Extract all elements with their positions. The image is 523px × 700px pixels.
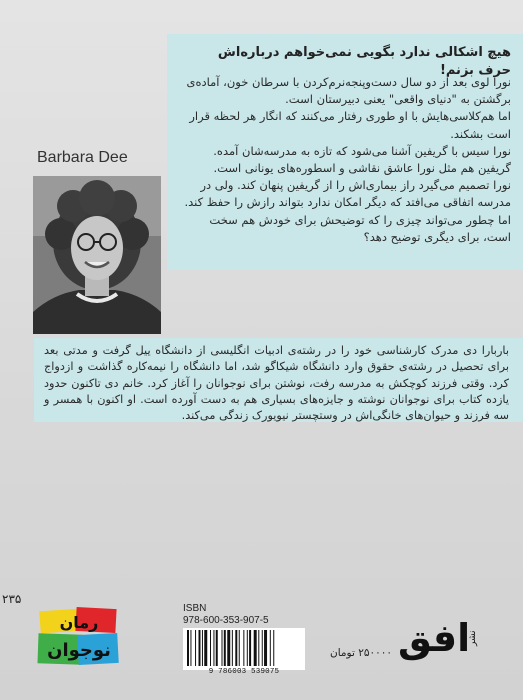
barcode-bar [199, 630, 201, 666]
blurb-title: هیچ اشکالی ندارد بگویی نمی‌خواهم درباره‌اش حرف بزنم! [217, 45, 511, 78]
blurb-paragraph: نورا سیس با گریفین آشنا می‌شود که تازه به مدرسه‌شان آمده. گریفین هم مثل نورا عاشق نقاشی و اسطوره‌های یونانی است. [213, 143, 511, 176]
author-photo [33, 176, 161, 334]
barcode-bar [216, 630, 218, 666]
barcode-bar [273, 630, 274, 666]
barcode-bar [222, 630, 223, 666]
blurb-panel [167, 34, 523, 270]
blurb-paragraph: نورا تصمیم می‌گیرد راز بیماری‌اش را از گریفین پنهان کند. ولی در مدرسه اتفاقی می‌افتد که دیگر امکان ندارد بتواند رازش را حفظ کند. اما چطور می‌تواند چیزی را که توضیحش برای خودش هم سخت است، برای دیگری توضیح دهد؟ [184, 178, 511, 244]
series-logo-line2: نوجوان [47, 640, 111, 661]
barcode [183, 628, 305, 670]
barcode-digits: 9 786003 539075 [208, 668, 280, 676]
author-bio: باربارا دی مدرک کارشناسی خود را در رشته‌ی ادبیات انگلیسی از دانشگاه ییل گرفت و مدتی بعد برای تحصیل در رشته‌ی حقوق وارد دانشگاه شیکاگو شد، اما دانشگاه را نیمه‌کاره گذاشت و ازدواج کرد. وقتی فرزند کوچکش به مدرسه رفت، نوشتن برای نوجوانان را آغاز کرد. خانم دی تاکنون حدود یازده کتاب برای نوجوانان نوشته و جایزه‌های بسیاری هم به دست آورده است. او اکنون با همسر و سه فرزند و حیوان‌های خانگی‌اش در وستچستر نیویورک زندگی می‌کند. [44, 344, 509, 423]
barcode-bar [210, 630, 211, 666]
publisher-logo [388, 610, 478, 676]
bio-panel [34, 338, 523, 422]
barcode-bar [249, 630, 251, 666]
barcode-bar [232, 630, 233, 666]
barcode-bar [195, 630, 196, 666]
barcode-bar [204, 630, 207, 666]
barcode-bar [264, 630, 267, 666]
author-name: Barbara Dee [37, 149, 128, 166]
isbn-label: ISBN [183, 603, 207, 614]
barcode-bar [247, 630, 248, 666]
barcode-bar [270, 630, 271, 666]
blurb-paragraph: اما هم‌کلاسی‌هایش با او طوری رفتار می‌کنند که انگار هر لحظه قرار است بشکند. [189, 109, 511, 141]
barcode-bar [243, 630, 244, 666]
blurb-paragraph: نورا لوی بعد از دو سال دست‌وپنجه‌نرم‌کردن با سرطان خون، آماده‌ی برگشتن به "دنیای واقعی" یعنی دبیرستان است. [186, 75, 511, 107]
isbn-number: 978-600-353-907-5 [183, 615, 269, 626]
publisher-label: نشر [468, 630, 478, 646]
barcode-bar [202, 630, 203, 666]
blurb-text [181, 74, 511, 246]
series-logo [36, 604, 122, 672]
barcode-bar [190, 630, 191, 666]
publisher-name: افق [398, 616, 471, 660]
price: ۲۵۰۰۰۰ تومان [330, 647, 393, 659]
page-count: ۲۳۵ [2, 592, 22, 606]
barcode-bar [254, 630, 257, 666]
barcode-bar [235, 630, 237, 666]
barcode-bar [213, 630, 214, 666]
barcode-bar [239, 630, 240, 666]
series-logo-line1: رمان [59, 613, 99, 632]
barcode-bar [187, 630, 189, 666]
barcode-bar [262, 630, 263, 666]
barcode-bar [227, 630, 230, 666]
barcode-bar [224, 630, 226, 666]
barcode-bar [258, 630, 259, 666]
